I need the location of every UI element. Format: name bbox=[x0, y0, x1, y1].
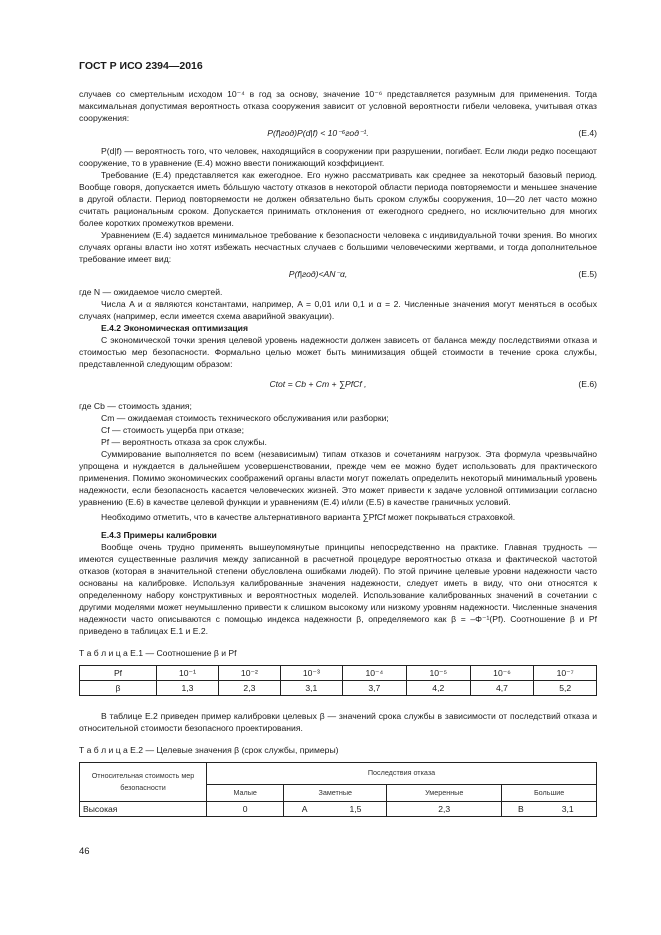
table-cell: 3,7 bbox=[342, 681, 406, 696]
formula-number: (E.5) bbox=[578, 269, 597, 279]
table-header-cell: Малые bbox=[207, 784, 284, 801]
table-cell: 10⁻⁴ bbox=[342, 666, 406, 681]
table-cell: 10⁻¹ bbox=[157, 666, 219, 681]
table-header-row bbox=[80, 763, 597, 785]
table-caption-prefix: Т а б л и ц а bbox=[79, 745, 128, 755]
table-cell: 4,2 bbox=[406, 681, 470, 696]
definition-list bbox=[79, 400, 597, 448]
table-cell: 10⁻² bbox=[218, 666, 280, 681]
table-header-cell: Относительная стоимость мер безопасности bbox=[80, 763, 207, 802]
table-caption bbox=[79, 647, 597, 659]
table-cell: 1,3 bbox=[157, 681, 219, 696]
table-caption-text: E.2 — Целевые значения β (срок службы, примеры) bbox=[127, 745, 339, 755]
paragraph: С экономической точки зрения целевой уровень надежности должен зависеть от баланса между последствиями отказа и стоимостью мер безопасности. Формально целью может быть минимизация общей стоимости в течение срока службы, представленной следующим образом: bbox=[79, 335, 597, 369]
table-header-cell: Умеренные bbox=[387, 784, 502, 801]
formula-expression: Ctot = Cb + Cm + ∑PfCf , bbox=[269, 379, 367, 389]
table-caption-text: E.1 — Соотношение β и Pf bbox=[127, 648, 237, 658]
section-heading: E.4.2 Экономическая оптимизация bbox=[101, 323, 248, 333]
paragraph: Необходимо отметить, что в качестве альтернативного варианта ∑PfCf может покрываться страховкой. bbox=[101, 512, 516, 522]
formula-number: (E.4) bbox=[578, 128, 597, 138]
definition-item: где Cb — стоимость здания; bbox=[79, 401, 192, 411]
table-e1 bbox=[79, 665, 597, 696]
formula-e4 bbox=[79, 127, 597, 141]
table-cell: β bbox=[80, 681, 157, 696]
table-cell: 10⁻³ bbox=[280, 666, 342, 681]
paragraph: Суммирование выполняется по всем (независимым) типам отказов и сочетаниям нагрузок. Эта формула чрезвычайно упрощена и нуждается в дальнейшем усовершенствовании, прежде чем ее можно будет использовать для практического применения. Помимо экономических соображений органы власти могут пожелать определить некоторый минимальный уровень надежности, если безопасность касается человеческих жизней. Это может привести к задаче условной оптимизации согласно уравнению (E.6) в качестве целевой функции и уравнениям (E.4) и/или (E.5) в качестве граничных условий. bbox=[79, 449, 597, 507]
document-header: ГОСТ Р ИСО 2394—2016 bbox=[79, 60, 203, 72]
definition-item: Cm — ожидаемая стоимость технического обслуживания или разборки; bbox=[101, 413, 389, 423]
table-row bbox=[80, 666, 597, 681]
formula-expression: P(f|год)<AN⁻α, bbox=[288, 269, 348, 279]
table-header-cell: Большие bbox=[502, 784, 597, 801]
table-cell: 3,1 bbox=[539, 802, 596, 817]
table-caption bbox=[79, 744, 597, 756]
table-cell: 1,5 bbox=[325, 802, 387, 817]
paragraph: Уравнением (E.4) задается минимальное требование к безопасности человека с индивидуальной точки зрения. Во многих случаях органы власти іно хотят избежать несчастных случаев с большими человеческими жертвами, и тогда дополнительное требование имеет вид: bbox=[79, 230, 597, 264]
table-cell: A bbox=[284, 802, 325, 817]
table-cell: 0 bbox=[207, 802, 284, 817]
paragraph: P(d|f) — вероятность того, что человек, находящийся в сооружении при разрушении, погибает. Если люди редко посещают сооружение, то в уравнение (E.4) можно ввести понижающий коэффициент. bbox=[79, 146, 597, 168]
table-cell: 4,7 bbox=[470, 681, 534, 696]
table-caption-prefix: Т а б л и ц а bbox=[79, 648, 128, 658]
table-e2 bbox=[79, 762, 597, 817]
table-cell: Pf bbox=[80, 666, 157, 681]
table-row bbox=[80, 681, 597, 696]
table-cell: B bbox=[502, 802, 540, 817]
table-cell: 2,3 bbox=[218, 681, 280, 696]
table-cell: 5,2 bbox=[534, 681, 597, 696]
table-cell: 2,3 bbox=[387, 802, 502, 817]
table-cell: 10⁻⁵ bbox=[406, 666, 470, 681]
table-header-cell: Заметные bbox=[284, 784, 387, 801]
paragraph: где N — ожидаемое число смертей. bbox=[79, 287, 223, 297]
table-header-cell: Последствия отказа bbox=[207, 763, 597, 785]
page-number: 46 bbox=[79, 846, 90, 857]
formula-e6 bbox=[79, 378, 597, 392]
formula-number: (E.6) bbox=[578, 379, 597, 389]
paragraph: случаев со смертельным исходом 10⁻⁴ в год за основу, значение 10⁻⁶ представляется разумным для применения. Тогда максимальная допустимая вероятность отказа сооружения зависит от условной вероятности гибели человека, учитывая отказ сооружения: bbox=[79, 89, 597, 123]
table-cell: 10⁻⁶ bbox=[470, 666, 534, 681]
definition-item: Cf — стоимость ущерба при отказе; bbox=[101, 425, 244, 435]
definition-item: Pf — вероятность отказа за срок службы. bbox=[101, 437, 267, 447]
section-heading: E.4.3 Примеры калибровки bbox=[101, 530, 217, 540]
formula-e5 bbox=[79, 268, 597, 282]
paragraph: Вообще очень трудно применять вышеупомянутые принципы непосредственно на практике. Главная трудность — имеются существенные различия между записанной в расчетной процедуре вероятностью отказа и фактической частотой отказов (которая в значительной степени обусловлена ошибками людей). По этой причине целевые уровни надежности часто основаны на калибровке. Используя калиброванные значения надежности, следует иметь в виду, что они относятся к определенному набору конструктивных и вероятностных моделей. Использование калиброванных значений в сочетании с другими моделями может неумышленно привести к слишком высокому или низкому уровням надежности. Численные значения надежности часто описываются с помощью индекса надежности β, определяемого как β = –Φ⁻¹(Pf). Соотношение β и Pf приведено в таблицах E.1 и E.2. bbox=[79, 542, 597, 636]
formula-expression: P(f|год)P(d|f) < 10⁻⁶год⁻¹. bbox=[267, 128, 369, 138]
paragraph: В таблице E.2 приведен пример калибровки целевых β — значений срока службы в зависимости от последствий отказа и относительной стоимости безопасного проектирования. bbox=[79, 711, 597, 733]
paragraph: Требование (E.4) представляется как ежегодное. Его нужно рассматривать как среднее за некоторый базовый период. Вообще говоря, допускается иметь бо́льшую частоту отказов в некоторой области периода повторяемости и меньшее значение в другой области. Период повторяемости не должен обязательно быть сроком службы сооружения, 10—20 лет часто можно считать рациональным сроком. Допускается принимать отклонения от ежегодного среднего, но исключительно для многих более коротких промежутков времени. bbox=[79, 170, 597, 228]
page-body bbox=[79, 88, 597, 817]
table-cell: 10⁻⁷ bbox=[534, 666, 597, 681]
table-cell: Высокая bbox=[80, 802, 207, 817]
paragraph: Числа A и α являются константами, например, A = 0,01 или 0,1 и α = 2. Численные значения могут меняться в особых случаях (например, если имеется схема аварийной эвакуации). bbox=[79, 299, 597, 321]
table-cell: 3,1 bbox=[280, 681, 342, 696]
table-row bbox=[80, 802, 597, 817]
